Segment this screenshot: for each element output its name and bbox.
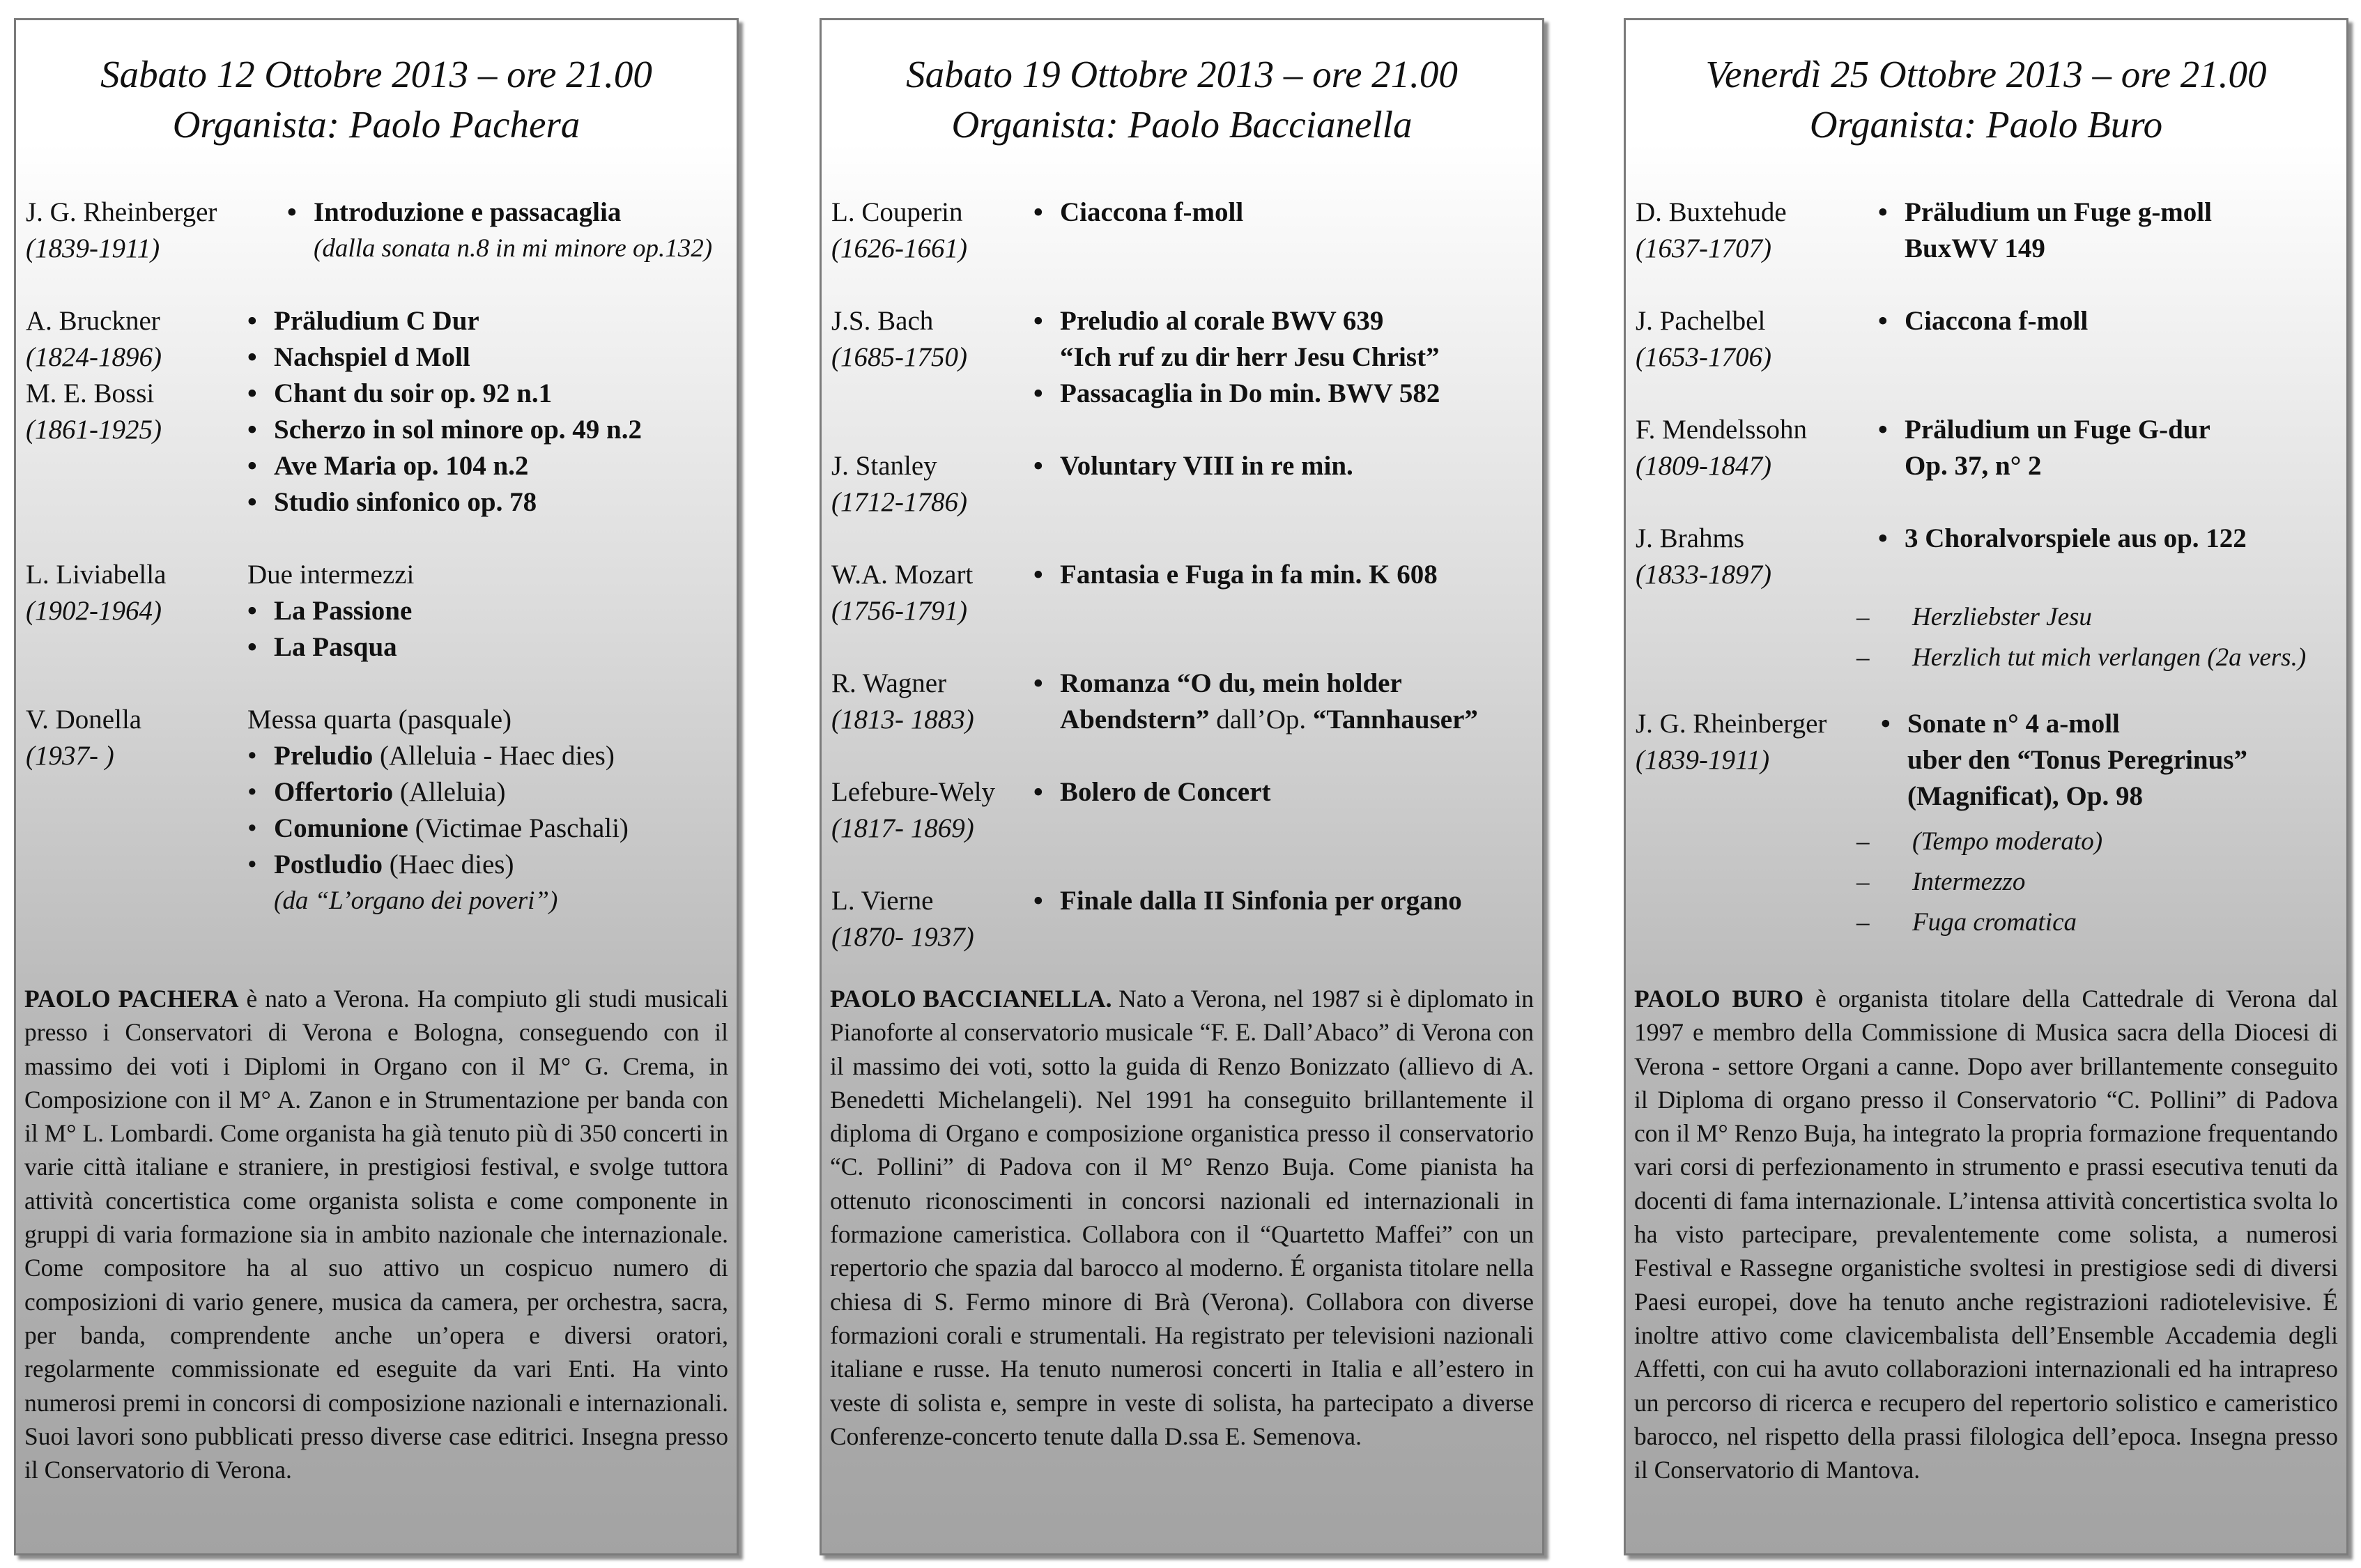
piece: • Bolero de Concert bbox=[1033, 774, 1537, 810]
concert-date: Sabato 12 Ottobre 2013 – ore 21.00 bbox=[100, 53, 652, 95]
pieces-list bbox=[1033, 448, 1537, 484]
composer bbox=[831, 666, 974, 738]
piece: • La Passione bbox=[247, 593, 731, 629]
program-entry bbox=[831, 774, 1537, 847]
composer-dates: (1861-1925) bbox=[26, 415, 162, 445]
pieces-list bbox=[1033, 774, 1537, 810]
composer bbox=[1636, 412, 1807, 484]
piece bbox=[1033, 702, 1537, 738]
program-entry bbox=[831, 448, 1537, 521]
piece: • 3 Choralvorspiele aus op. 122 bbox=[1878, 521, 2341, 557]
composer-dates: (1902-1964) bbox=[26, 596, 162, 626]
composer bbox=[831, 303, 967, 376]
composer-dates: (1813- 1883) bbox=[831, 705, 974, 735]
composer-name: F. Mendelssohn bbox=[1636, 415, 1808, 445]
piece: • Nachspiel d Moll bbox=[247, 339, 731, 376]
composer-name: J. G. Rheinberger bbox=[1636, 709, 1827, 739]
composer-name: J. Pachelbel bbox=[1636, 306, 1766, 336]
composer-dates: (1833-1897) bbox=[1636, 560, 1771, 590]
pieces-list bbox=[1033, 194, 1537, 231]
sub-piece: – Herzliebster Jesu bbox=[1856, 597, 2341, 638]
concert-date: Sabato 19 Ottobre 2013 – ore 21.00 bbox=[906, 53, 1458, 95]
piece-heading: Due intermezzi bbox=[247, 560, 415, 590]
composer-dates: (1756-1791) bbox=[831, 596, 967, 626]
composer-dates: (1817- 1869) bbox=[831, 813, 974, 843]
composer-dates: (1870- 1937) bbox=[831, 922, 974, 952]
piece-title: Preludio bbox=[274, 741, 374, 771]
piece: • Ciaccona f-moll bbox=[1878, 303, 2341, 339]
composer bbox=[26, 702, 141, 774]
composer-dates: (1839-1911) bbox=[26, 233, 160, 263]
composer-name: L. Vierne bbox=[831, 886, 934, 916]
pieces-list bbox=[287, 194, 731, 267]
program-entry bbox=[1636, 521, 2341, 593]
organist-bio bbox=[24, 982, 728, 1486]
pieces-list bbox=[1033, 666, 1537, 738]
concert-organist: Organista: Paolo Pachera bbox=[172, 103, 580, 146]
concert-organist: Organista: Paolo Baccianella bbox=[951, 103, 1413, 146]
concert-title bbox=[822, 49, 1542, 150]
program bbox=[831, 194, 1537, 955]
program bbox=[1636, 194, 2341, 943]
pieces-list bbox=[1033, 557, 1537, 593]
pieces-list bbox=[247, 702, 731, 919]
organist-bio bbox=[830, 982, 1534, 1453]
piece: • Ciaccona f-moll bbox=[1033, 194, 1537, 231]
piece-title: Postludio bbox=[274, 850, 383, 879]
piece: uber den “Tonus Peregrinus” bbox=[1907, 745, 2247, 775]
concert-title bbox=[16, 49, 737, 150]
pieces-list bbox=[1033, 883, 1537, 919]
sub-piece: – Herzlich tut mich verlangen (2a vers.) bbox=[1856, 638, 2341, 678]
composer bbox=[1636, 706, 1826, 778]
pieces-list bbox=[247, 557, 731, 666]
piece bbox=[247, 738, 731, 774]
composer-name: J. Brahms bbox=[1636, 523, 1744, 553]
composer-name: R. Wagner bbox=[831, 668, 947, 698]
composer-name: A. Bruckner bbox=[26, 306, 160, 336]
composer bbox=[26, 194, 217, 267]
piece-title: Abendstern” bbox=[1060, 705, 1210, 735]
concert-date: Venerdì 25 Ottobre 2013 – ore 21.00 bbox=[1705, 53, 2267, 95]
composer bbox=[1636, 194, 1787, 267]
piece: Op. 37, n° 2 bbox=[1905, 451, 2042, 481]
concert-panel-2 bbox=[820, 18, 1544, 1555]
composer bbox=[831, 448, 967, 521]
piece-heading: Messa quarta (pasquale) bbox=[247, 705, 512, 735]
bio-name: PAOLO PACHERA bbox=[24, 985, 239, 1013]
composer-dates: (1685-1750) bbox=[831, 342, 967, 372]
piece: • Scherzo in sol minore op. 49 n.2 bbox=[247, 412, 731, 448]
program-entry bbox=[26, 194, 731, 267]
piece: • Präludium un Fuge g-moll bbox=[1878, 194, 2341, 231]
piece: • Introduzione e passacaglia bbox=[287, 194, 731, 231]
piece: • Finale dalla II Sinfonia per organo bbox=[1033, 883, 1537, 919]
bio-text: Nato a Verona, nel 1987 si è diplomato in Pianoforte al conservatorio musicale “F. E. Dall’Abaco” di Verona con il massimo dei voti, sotto la guida di Renzo Bonizzato (allievo di A. Benedetti Michelangeli). Nel 1991 ha conseguito brillantemente il diploma di Organo e composizione organistica presso il conservatorio “C. Pollini” di Padova con il M° Renzo Buja. Come pianista ha ottenuto riconoscimenti in concorsi nazionali ed internazionali in formazione cameristica. Collabora con il “Quartetto Maffei” con un repertorio che spazia dal barocco al moderno. É organista titolare nella chiesa di S. Fermo minore di Brà (Verona). Collabora con diverse formazioni corali e strumentali. Ha registrato per televisioni nazionali italiane e russe. Ha tenuto numerosi concerti in Italia e all’estero in veste di solista e, sempre in veste di solista, ha partecipato a diverse Conferenze-concerto tenute dalla D.ssa E. Semenova. bbox=[830, 985, 1534, 1450]
program-entry bbox=[1636, 706, 2341, 815]
program-entry bbox=[831, 666, 1537, 738]
composer bbox=[1636, 521, 1771, 593]
program-entry bbox=[831, 194, 1537, 267]
piece: • Romanza “O du, mein holder bbox=[1033, 666, 1537, 702]
program-entry bbox=[26, 702, 731, 919]
piece: (Magnificat), Op. 98 bbox=[1907, 781, 2143, 811]
piece-note: (da “L’organo dei poveri”) bbox=[274, 886, 558, 915]
composer-dates: (1712-1786) bbox=[831, 487, 967, 517]
sub-piece: – Fuga cromatica bbox=[1856, 902, 2341, 943]
composer-name: W.A. Mozart bbox=[831, 560, 974, 590]
piece: • Passacaglia in Do min. BWV 582 bbox=[1033, 376, 1537, 412]
composer-dates: (1637-1707) bbox=[1636, 233, 1771, 263]
piece bbox=[247, 774, 731, 810]
composer bbox=[26, 557, 166, 629]
composer-name: J. Stanley bbox=[831, 451, 937, 481]
piece-opera: “Tannhauser” bbox=[1312, 705, 1478, 735]
concert-panel-3 bbox=[1624, 18, 2348, 1555]
composer-name: V. Donella bbox=[26, 705, 142, 735]
composer-name: J. G. Rheinberger bbox=[26, 197, 217, 227]
piece: • Präludium un Fuge G-dur bbox=[1878, 412, 2341, 448]
piece: • Studio sinfonico op. 78 bbox=[247, 484, 731, 521]
pieces-list bbox=[1033, 303, 1537, 412]
concert-panel-1 bbox=[14, 18, 739, 1555]
pieces-list bbox=[1878, 303, 2341, 339]
composer bbox=[26, 376, 162, 448]
sub-pieces bbox=[1856, 597, 2341, 678]
piece-note: (dalla sonata n.8 in mi minore op.132) bbox=[314, 234, 713, 263]
piece: • Fantasia e Fuga in fa min. K 608 bbox=[1033, 557, 1537, 593]
composer-name: J.S. Bach bbox=[831, 306, 934, 336]
pieces-list bbox=[247, 376, 731, 521]
piece-detail: dall’Op. bbox=[1209, 705, 1313, 735]
sub-pieces bbox=[1856, 822, 2341, 943]
pieces-list bbox=[1878, 521, 2341, 557]
composer bbox=[831, 194, 967, 267]
piece: • Ave Maria op. 104 n.2 bbox=[247, 448, 731, 484]
composer-dates: (1809-1847) bbox=[1636, 451, 1771, 481]
sub-piece: – (Tempo moderato) bbox=[1856, 822, 2341, 862]
program-entry bbox=[1636, 303, 2341, 376]
composer-name: M. E. Bossi bbox=[26, 378, 155, 408]
bio-name: PAOLO BURO bbox=[1634, 985, 1804, 1013]
piece-title: Comunione bbox=[274, 813, 408, 843]
composer-dates: (1839-1911) bbox=[1636, 745, 1770, 775]
piece-detail: (Victimae Paschali) bbox=[408, 813, 629, 843]
concert-title bbox=[1626, 49, 2346, 150]
piece: • Sonate n° 4 a-moll bbox=[1881, 706, 2341, 742]
sub-piece: – Intermezzo bbox=[1856, 862, 2341, 902]
pieces-list bbox=[1878, 194, 2341, 267]
piece-detail: (Alleluia) bbox=[393, 777, 506, 807]
piece bbox=[247, 810, 731, 847]
composer-dates: (1653-1706) bbox=[1636, 342, 1771, 372]
composer bbox=[1636, 303, 1771, 376]
program bbox=[26, 194, 731, 919]
program-entry bbox=[831, 303, 1537, 412]
composer-name: L. Couperin bbox=[831, 197, 963, 227]
bio-text: è nato a Verona. Ha compiuto gli studi musicali presso i Conservatori di Verona e Bologna, conseguendo con il massimo dei voti i Diplomi in Organo con il M° G. Crema, in Composizione con il M° A. Zanon e in Strumentazione per banda con il M° L. Lombardi. Come organista ha già tenuto più di 350 concerti in varie città italiane e straniere, in prestigiosi festival, e svolge tuttora attività concertistica come organista solista e come componente in gruppi di varia formazione sia in ambito nazionale che internazionale. Come compositore ha al suo attivo un cospicuo numero di composizioni di vario genere, musica da camera, per orchestra, sacra, per banda, comprendente anche un’opera e diversi oratori, regolarmente commissionate ed eseguite da vari Enti. Ha vinto numerosi premi in concorsi di composizione nazionali e internazionali. Suoi lavori sono pubblicati presso diverse case editrici. Insegna presso il Conservatorio di Verona. bbox=[24, 985, 728, 1484]
bio-name: PAOLO BACCIANELLA. bbox=[830, 985, 1112, 1013]
organist-bio bbox=[1634, 982, 2338, 1486]
piece: “Ich ruf zu dir herr Jesu Christ” bbox=[1060, 342, 1440, 372]
pieces-list bbox=[1878, 412, 2341, 484]
piece-detail: (Alleluia - Haec dies) bbox=[373, 741, 615, 771]
pieces-list bbox=[247, 303, 731, 376]
piece: • La Pasqua bbox=[247, 629, 731, 666]
composer-dates: (1937- ) bbox=[26, 741, 114, 771]
composer-name: L. Liviabella bbox=[26, 560, 167, 590]
piece: • Voluntary VIII in re min. bbox=[1033, 448, 1537, 484]
composer-dates: (1626-1661) bbox=[831, 233, 967, 263]
piece: • Präludium C Dur bbox=[247, 303, 731, 339]
program-entry bbox=[26, 557, 731, 666]
concert-organist: Organista: Paolo Buro bbox=[1809, 103, 2163, 146]
composer-name: D. Buxtehude bbox=[1636, 197, 1787, 227]
composer bbox=[26, 303, 162, 376]
composer-dates: (1824-1896) bbox=[26, 342, 162, 372]
bio-text: è organista titolare della Cattedrale di Verona dal 1997 e membro della Commissione di Musica sacra della Diocesi di Verona - settore Organi a canne. Dopo aver brillantemente conseguito il Diploma di organo presso il Conservatorio “C. Pollini” di Padova con il M° Renzo Buja, ha integrato la propria formazione frequentando vari corsi di perfezionamento in strumento e prassi esecutiva tenuti da docenti di fama internazionale. L’intensa attività concertistica svolta lo ha visto partecipare, prevalentemente come solista, a numerosi Festival e Rassegne organistiche svoltesi in prestigiose sedi di diversi Paesi europei, dove ha tenuto anche registrazioni radiotelevisive. É inoltre attivo come clavicembalista dell’Ensemble Accademia degli Affetti, con cui ha avuto collaborazioni internazionali ed ha intrapreso un percorso di ricerca e recupero del repertorio solistico e cameristico barocco, nel rispetto della prassi filologica dell’epoca. Insegna presso il Conservatorio di Mantova. bbox=[1634, 985, 2338, 1484]
piece: • Preludio al corale BWV 639 bbox=[1033, 303, 1537, 339]
program-entry bbox=[26, 303, 731, 372]
program-entry bbox=[1636, 412, 2341, 484]
program-entry bbox=[831, 557, 1537, 629]
program-entry bbox=[1636, 194, 2341, 267]
pieces-list bbox=[1881, 706, 2341, 815]
composer bbox=[831, 774, 995, 847]
piece bbox=[247, 847, 731, 883]
composer bbox=[831, 557, 973, 629]
composer bbox=[831, 883, 974, 955]
composer-name: Lefebure-Wely bbox=[831, 777, 996, 807]
piece: BuxWV 149 bbox=[1905, 233, 2045, 263]
program-entry bbox=[26, 376, 731, 521]
piece-detail: (Haec dies) bbox=[383, 850, 514, 879]
piece-title: Offertorio bbox=[274, 777, 394, 807]
program-entry bbox=[831, 883, 1537, 955]
piece: • Chant du soir op. 92 n.1 bbox=[247, 376, 731, 412]
